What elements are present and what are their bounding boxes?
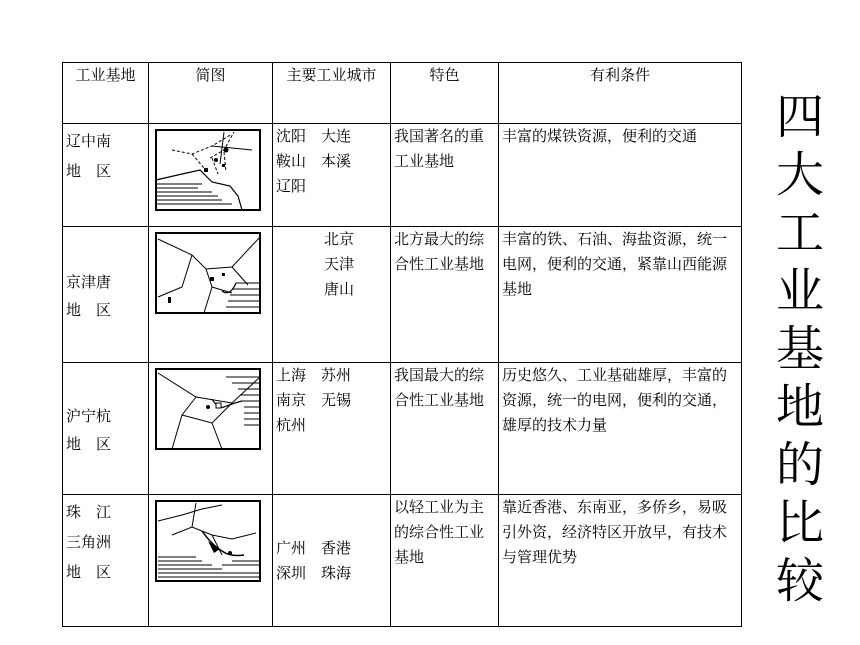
title-char: 四 bbox=[775, 89, 824, 145]
title-char: 较 bbox=[775, 553, 824, 609]
title-char: 比 bbox=[775, 495, 824, 551]
header-conditions: 有利条件 bbox=[499, 63, 742, 124]
title-char: 的 bbox=[775, 437, 824, 493]
base-name bbox=[63, 495, 149, 627]
favorable-conditions: 历史悠久、工业基础雄厚，丰富的资源，统一的电网，便利的交通，雄厚的技术力量 bbox=[499, 363, 742, 495]
title-char: 业 bbox=[775, 263, 824, 319]
base-name-text: 沪宁杭 地 区 bbox=[66, 406, 112, 453]
table-row bbox=[63, 124, 742, 227]
favorable-conditions: 丰富的煤铁资源，便利的交通 bbox=[499, 124, 742, 227]
favorable-conditions: 靠近香港、东南亚，多侨乡，易吸引外资，经济特区开放早，有技术与管理优势 bbox=[499, 495, 742, 627]
main-cities: 上海 苏州 南京 无锡 杭州 bbox=[273, 363, 391, 495]
table-row bbox=[63, 227, 742, 363]
header-base: 工业基地 bbox=[63, 63, 149, 124]
title-char: 工 bbox=[775, 205, 824, 261]
feature: 北方最大的综合性工业基地 bbox=[391, 227, 499, 363]
sketch-map bbox=[152, 227, 264, 319]
sketch-map-jingjintang bbox=[149, 227, 273, 363]
title-char: 基 bbox=[775, 321, 824, 377]
sketch-map bbox=[152, 363, 264, 455]
sketch-map-huninghang bbox=[149, 363, 273, 495]
sketch-map bbox=[152, 124, 264, 216]
feature: 以轻工业为主的综合性工业基地 bbox=[391, 495, 499, 627]
header-cities: 主要工业城市 bbox=[273, 63, 391, 124]
base-name bbox=[63, 124, 149, 227]
header-row bbox=[63, 63, 742, 124]
sketch-map-pearl-river-delta bbox=[149, 495, 273, 627]
feature: 我国最大的综合性工业基地 bbox=[391, 363, 499, 495]
base-name-text: 京津唐 地 区 bbox=[66, 272, 112, 319]
sketch-map bbox=[152, 495, 264, 587]
table-row bbox=[63, 363, 742, 495]
title-char: 大 bbox=[775, 147, 824, 203]
feature: 我国著名的重工业基地 bbox=[391, 124, 499, 227]
title-char: 地 bbox=[775, 379, 824, 435]
main-cities: 沈阳 大连 鞍山 本溪 辽阳 bbox=[273, 124, 391, 227]
base-name-text: 辽中南 地 区 bbox=[66, 132, 112, 180]
base-name bbox=[63, 363, 149, 495]
header-feature: 特色 bbox=[391, 63, 499, 124]
sketch-map-liaozhongnan bbox=[149, 124, 273, 227]
table-row bbox=[63, 495, 742, 627]
page-title bbox=[760, 88, 840, 610]
comparison-table bbox=[62, 62, 742, 627]
header-map: 简图 bbox=[149, 63, 273, 124]
favorable-conditions: 丰富的铁、石油、海盐资源，统一电网，便利的交通，紧靠山西能源基地 bbox=[499, 227, 742, 363]
base-name bbox=[63, 227, 149, 363]
base-name-text: 珠 江 三角洲 地 区 bbox=[66, 503, 112, 581]
main-cities: 广州 香港 深圳 珠海 bbox=[273, 495, 391, 627]
main-cities: 北京 天津 唐山 bbox=[273, 227, 391, 363]
